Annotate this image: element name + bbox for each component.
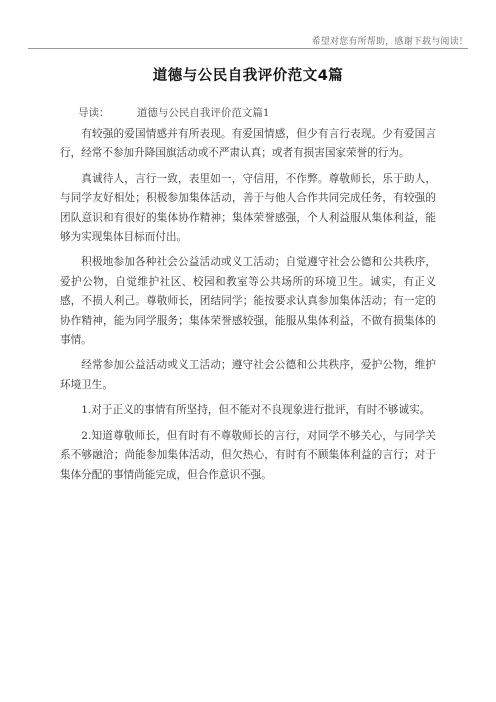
paragraph: 有较强的爱国情感并有所表现。有爱国情感，但少有言行表现。少有爱国言行，经常不参加升降国旗活动或不严肃认真；或者有损害国家荣誉的行为。 — [60, 128, 436, 160]
paragraph: 2.知道尊敬师长，但有时有不尊敬师长的言行，对同学不够关心，与同学关系不够融洽；尚能参加集体活动，但欠热心，有时有不顾集体利益的言行；对于集体分配的事情尚能完成，但合作意识不强。 — [60, 429, 436, 481]
paragraph: 积极地参加各种社会公益活动或义工活动；自觉遵守社会公德和公共秩序，爱护公物，自觉维护社区、校园和教室等公共场所的环境卫生。诚实，有正义感，不损人利己。尊敬师长，团结同学；能按要求认真参加集体活动；有一定的协作精神，能为同学服务；集体荣誉感较强，能服从集体利益，不做有损集体的事情。 — [60, 256, 436, 347]
body-text — [60, 125, 436, 491]
lead-text: 道德与公民自我评价范文篇1 — [136, 107, 270, 119]
paragraph: 1.对于正义的事情有所坚持，但不能对不良现象进行批评，有时不够诚实。 — [81, 404, 431, 417]
lead-line — [78, 105, 270, 120]
lead-label: 导读： — [78, 107, 110, 119]
header-note: 希望对您有所帮助，感谢下载与阅读！ — [311, 37, 468, 47]
page-title: 道德与公民自我评价范文4篇 — [152, 68, 344, 84]
paragraph: 经常参加公益活动或义工活动；遵守社会公德和公共秩序，爱护公物，维护环境卫生。 — [60, 359, 436, 391]
header-divider — [28, 48, 468, 49]
paragraph: 真诚待人，言行一致，表里如一，守信用，不作弊。尊敬师长，乐于助人，与同学友好相处；积极参加集体活动，善于与他人合作共同完成任务，有较强的团队意识和有很好的集体协作精神；集体荣誉感强，个人利益服从集体利益，能够为实现集体目标而付出。 — [60, 172, 436, 244]
